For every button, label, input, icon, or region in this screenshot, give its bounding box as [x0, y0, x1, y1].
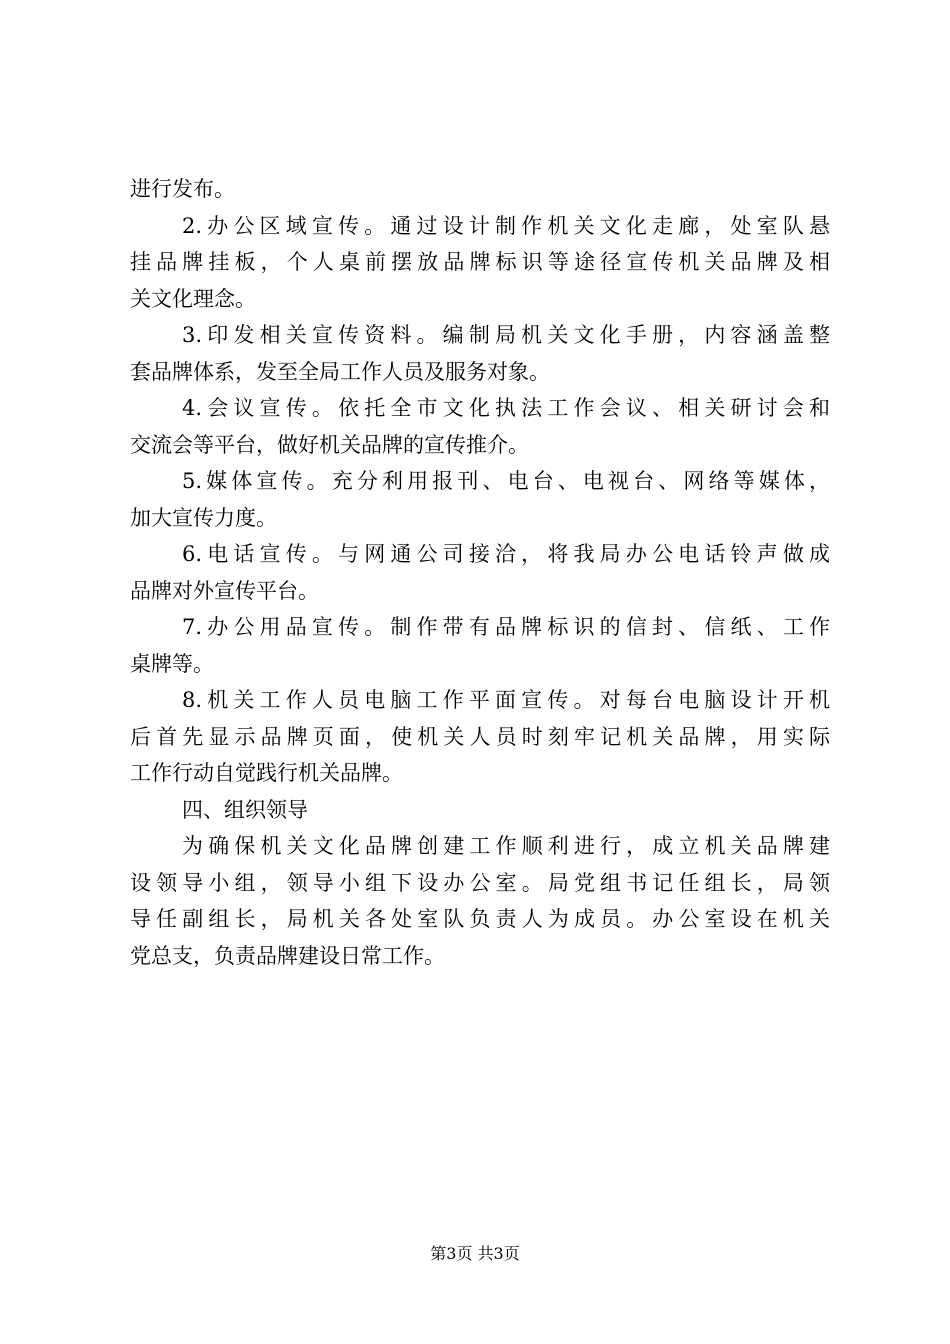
list-item-6-line: 6.电话宣传。与网通公司接洽，将我局办公电话铃声做成 [182, 542, 830, 566]
list-item-4-line: 4.会议宣传。依托全市文化执法工作会议、相关研讨会和 [182, 396, 830, 420]
list-item-7-line: 7.办公用品宣传。制作带有品牌标识的信封、信纸、工作 [182, 615, 830, 639]
list-item-3-line: 3.印发相关宣传资料。编制局机关文化手册，内容涵盖整 [182, 323, 830, 347]
text-line: 党总支，负责品牌建设日常工作。 [130, 943, 445, 968]
section-heading: 四、组织领导 [182, 797, 308, 822]
text-line: 进行发布。 [130, 177, 235, 201]
list-item-5-line: 5.媒体宣传。充分利用报刊、电台、电视台、网络等媒体， [182, 469, 830, 493]
text-line: 设领导小组，领导小组下设办公室。局党组书记任组长，局领 [130, 870, 830, 895]
list-item-2-line: 2.办公区域宣传。通过设计制作机关文化走廊，处室队悬 [182, 213, 830, 238]
text-line: 加大宣传力度。 [130, 505, 277, 530]
text-line: 挂品牌挂板，个人桌前摆放品牌标识等途径宣传机关品牌及相 [130, 250, 830, 274]
text-line: 关文化理念。 [130, 286, 256, 311]
text-line: 导任副组长，局机关各处室队负责人为成员。办公室设在机关 [130, 907, 830, 931]
text-line: 套品牌体系，发至全局工作人员及服务对象。 [130, 359, 550, 384]
text-line: 后首先显示品牌页面，使机关人员时刻牢记机关品牌，用实际 [130, 724, 830, 749]
page-footer [0, 1244, 950, 1264]
page-number: 第3页 共3页 [430, 1244, 520, 1263]
document-body [130, 171, 830, 974]
text-line: 交流会等平台，做好机关品牌的宣传推介。 [130, 432, 529, 457]
paragraph-line: 为确保机关文化品牌创建工作顺利进行，成立机关品牌建 [182, 834, 830, 858]
text-line: 桌牌等。 [130, 651, 214, 676]
list-item-8-line: 8.机关工作人员电脑工作平面宣传。对每台电脑设计开机 [182, 688, 830, 712]
text-line: 工作行动自觉践行机关品牌。 [130, 761, 403, 785]
text-line: 品牌对外宣传平台。 [130, 578, 319, 603]
